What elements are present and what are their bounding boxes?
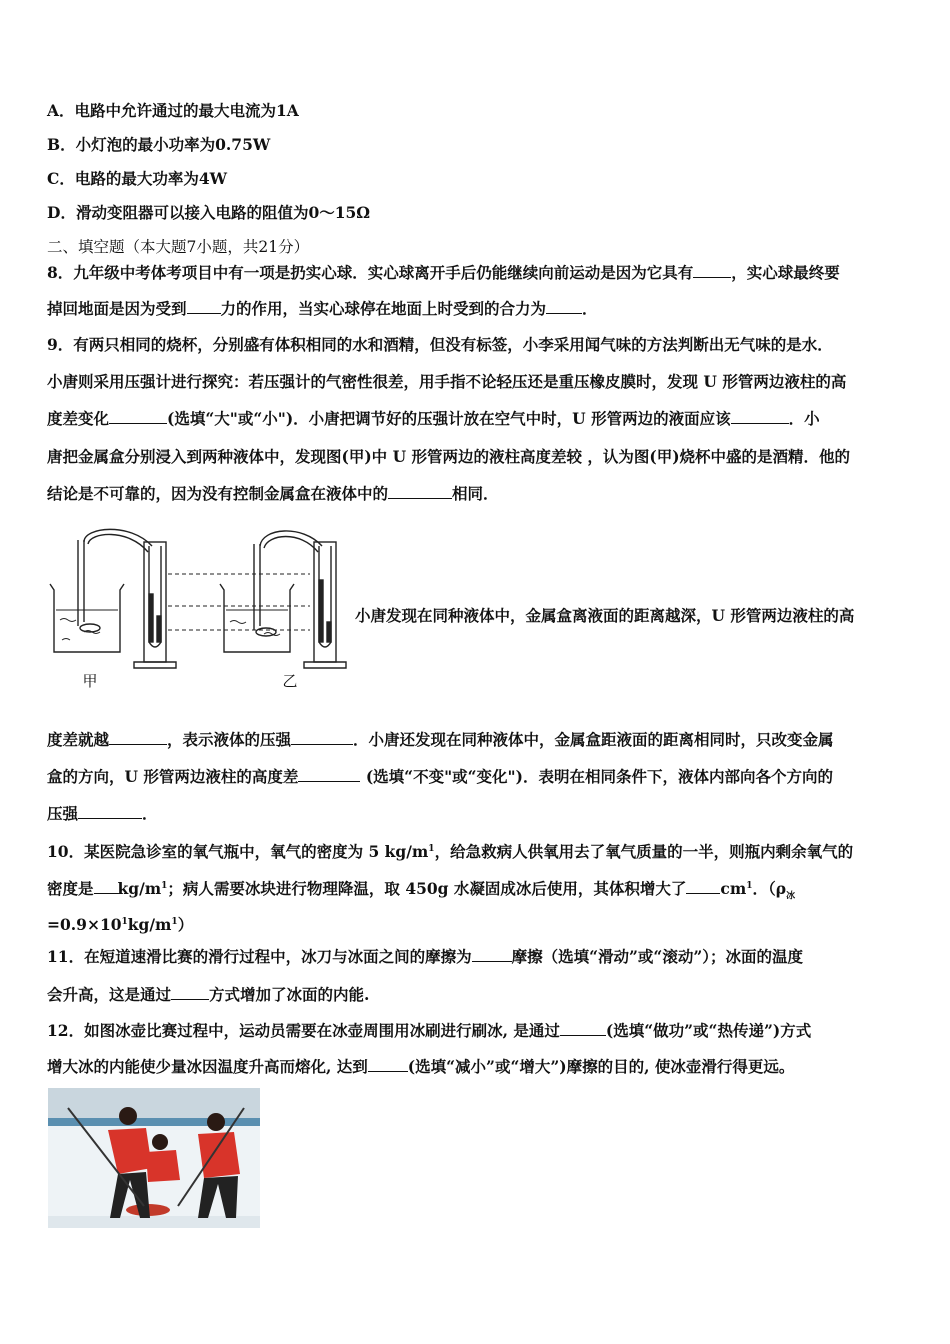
section-heading: 二、填空题（本大题7小题，共21分） [47, 238, 310, 256]
question-10-line-1: 10．某医院急诊室的氧气瓶中，氧气的密度为 5 $kg/m^1$，给急救病人供氧用去了氧气质量的一半，则瓶内剩余氧气的 [47, 842, 854, 862]
question-8-line-1: 8．九年级中考体考项目中有一项是扔实心球．实心球离开手后仍能继续向前运动是因为它具有 ，实心球最终要 [47, 263, 840, 282]
option-c: C．电路的最大功率为4W [47, 169, 228, 188]
question-9-line-6: 度差就越 ，表示液体的压强 ．小唐还发现在同种液体中，金属盒距液面的距离相同时，只改变金属 [47, 730, 834, 749]
question-9-line-8: 压强 ． [47, 804, 158, 823]
question-9-line-4: 唐把金属盒分别浸入到两种液体中，发现图(甲)中 U 形管两边的液柱高度差较 ，认为图(甲)烧杯中盛的是酒精．他的 [47, 447, 851, 466]
question-10-line-3: $=0.9\times 10^1kg/m^1$） [47, 915, 194, 935]
question-12-line-1: 12．如图冰壶比赛过程中，运动员需要在冰壶周围用冰刷进行刷冰, 是通过 (选填“做功”或“热传递”)方式 [47, 1021, 812, 1040]
question-10-line-2: 密度是 $kg/m^1$；病人需要冰块进行物理降温，取 450g 水凝固成冰后使用，其体积增大了 $cm^1$．（$\rho_冰$ [47, 879, 796, 902]
label-jia: 甲 [82, 672, 98, 690]
beaker-yi [220, 584, 294, 652]
question-9-line-7: 盒的方向，U 形管两边液柱的高度差 (选填“不变"或“变化")．表明在相同条件下，液体内部向各个方向的 [47, 767, 833, 786]
curling-photo [48, 1088, 260, 1228]
option-b: B．小灯泡的最小功率为0.75W [47, 135, 271, 154]
question-9-line-1: 9．有两只相同的烧杯，分别盛有体积相同的水和酒精，但没有标签，小李采用闻气味的方法判断出无气味的是水． [47, 335, 833, 354]
question-12-line-2: 增大冰的内能使少量冰因温度升高而熔化, 达到 (选填“减小”或“增大”)摩擦的目的, 使冰壶滑行得更远。 [47, 1057, 795, 1076]
question-9-line-3: 度差变化 (选填“大"或“小")．小唐把调节好的压强计放在空气中时，U 形管两边的液面应该 ．小 [47, 409, 820, 428]
beaker-jia [50, 584, 124, 652]
question-8-line-2: 掉回地面是因为受到 力的作用，当实心球停在地面上时受到的合力为 ． [47, 299, 598, 318]
question-11-line-1: 11．在短道速滑比赛的滑行过程中，冰刀与冰面之间的摩擦为 摩擦（选填“滑动”或“滚动”）；冰面的温度 [47, 947, 803, 966]
figure-caption-text: 小唐发现在同种液体中，金属盒离液面的距离越深，U 形管两边液柱的高 [355, 606, 855, 625]
option-d: D．滑动变阻器可以接入电路的阻值为0～15Ω [47, 203, 371, 222]
question-11-line-2: 会升高，这是通过 方式增加了冰面的内能. [47, 985, 370, 1004]
option-a: A．电路中允许通过的最大电流为1A [47, 101, 299, 120]
pressure-gauge-figure [40, 522, 350, 692]
label-yi: 乙 [282, 672, 298, 690]
question-9-line-5: 结论是不可靠的，因为没有控制金属盒在液体中的 相同． [47, 484, 499, 503]
question-9-line-2: 小唐则采用压强计进行探究：若压强计的气密性很差，用手指不论轻压还是重压橡皮膜时，发现 U 形管两边液柱的高 [47, 372, 847, 391]
